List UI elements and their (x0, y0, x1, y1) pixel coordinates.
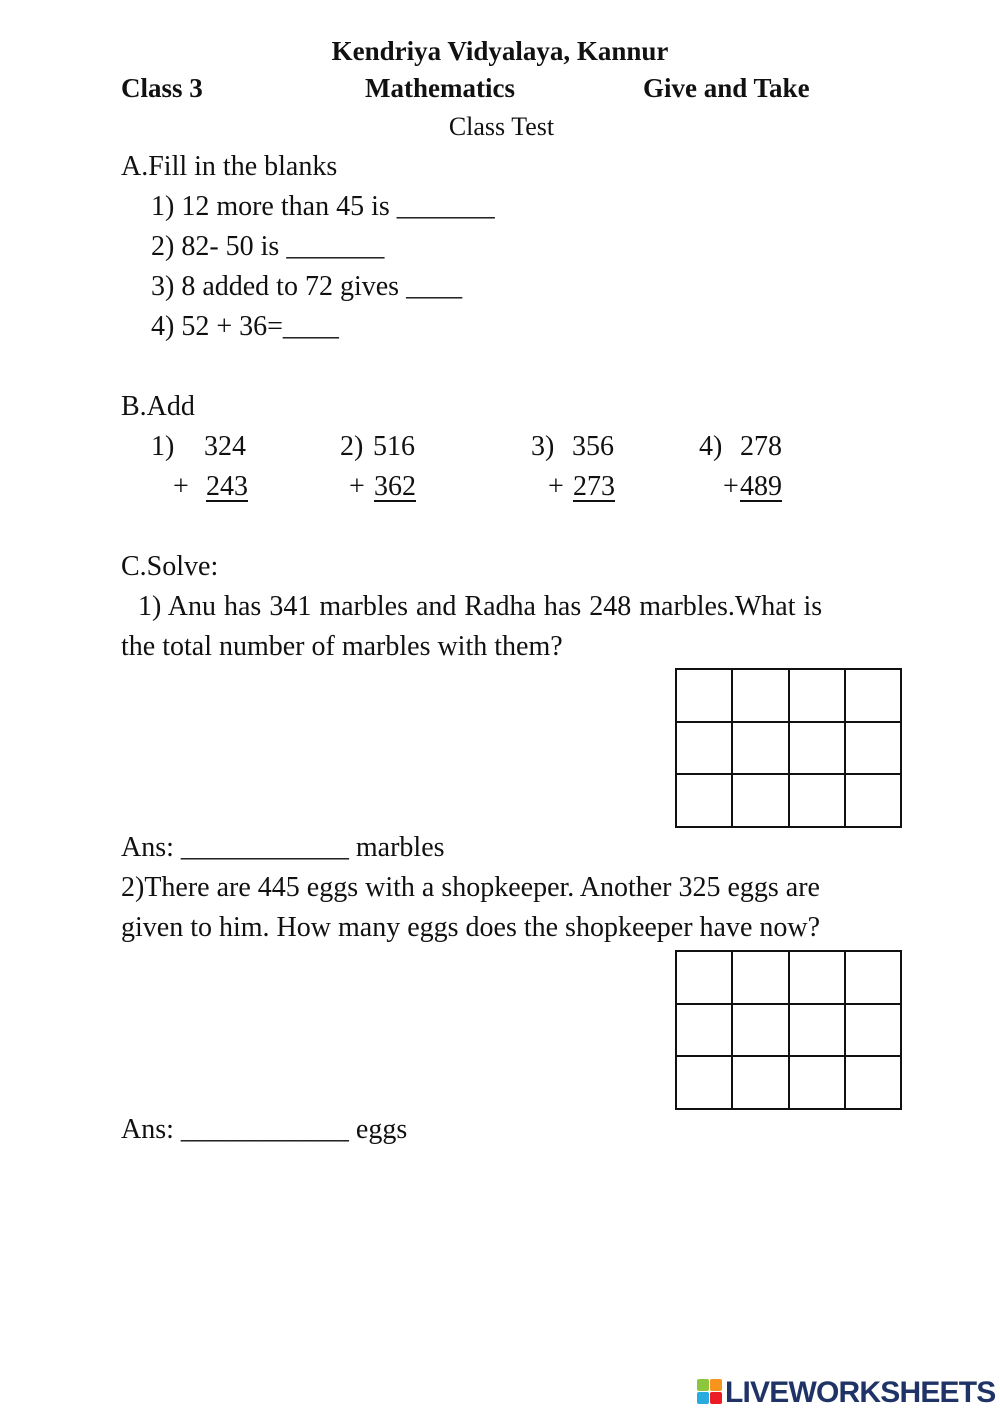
grid-cell[interactable] (789, 774, 845, 827)
grid-cell[interactable] (845, 774, 901, 827)
add-problem-4-label: 4) (699, 431, 723, 462)
grid-cell[interactable] (676, 722, 732, 775)
add-problem-3-bottom: 273 (573, 471, 615, 502)
fill-blank-item-1: 1) 12 more than 45 is _______ (151, 191, 495, 222)
grid-cell[interactable] (789, 1004, 845, 1057)
word-problem-1-line-1: 1) Anu has 341 marbles and Radha has 248 marbles.What is (138, 591, 823, 622)
grid-cell[interactable] (845, 669, 901, 722)
liveworksheets-icon (697, 1379, 723, 1405)
add-problem-4-bottom: 489 (740, 471, 782, 502)
add-problem-1-top: 324 (204, 431, 246, 462)
fill-blank-item-4: 4) 52 + 36=____ (151, 311, 339, 342)
add-problem-1-bottom: 243 (206, 471, 248, 502)
add-problem-4-operator: + (723, 471, 739, 502)
word-problem-1-line-2: the total number of marbles with them? (121, 631, 563, 662)
grid-cell[interactable] (676, 951, 732, 1004)
chapter-label: Give and Take (643, 73, 810, 103)
add-problem-2-label: 2) (340, 431, 364, 462)
add-problem-3-label: 3) (531, 431, 555, 462)
add-problem-4-top: 278 (740, 431, 782, 462)
grid-cell[interactable] (845, 951, 901, 1004)
grid-cell[interactable] (845, 722, 901, 775)
grid-cell[interactable] (789, 951, 845, 1004)
answer-grid-1 (675, 668, 902, 828)
liveworksheets-wordmark: LIVEWORKSHEETS (725, 1376, 996, 1409)
test-type: Class Test (448, 112, 555, 141)
section-b-title: B.Add (121, 391, 195, 422)
add-problem-2-top: 516 (373, 431, 415, 462)
answer-grid-2 (675, 950, 902, 1110)
school-name: Kendriya Vidyalaya, Kannur (331, 36, 669, 66)
answer-line-2[interactable]: Ans: ____________ eggs (121, 1114, 408, 1145)
grid-cell[interactable] (845, 1056, 901, 1109)
grid-cell[interactable] (789, 722, 845, 775)
fill-blank-item-2: 2) 82- 50 is _______ (151, 231, 385, 262)
section-c-title: C.Solve: (121, 551, 219, 582)
grid-cell[interactable] (676, 1004, 732, 1057)
grid-cell[interactable] (732, 951, 788, 1004)
grid-cell[interactable] (732, 1004, 788, 1057)
grid-cell[interactable] (789, 1056, 845, 1109)
add-problem-2-operator: + (349, 471, 365, 502)
grid-cell[interactable] (845, 1004, 901, 1057)
grid-cell[interactable] (732, 669, 788, 722)
answer-line-1[interactable]: Ans: ____________ marbles (121, 832, 445, 863)
grid-cell[interactable] (732, 774, 788, 827)
word-problem-2-line-1: 2)There are 445 eggs with a shopkeeper. Another 325 eggs are (121, 872, 820, 903)
grid-cell[interactable] (676, 669, 732, 722)
grid-cell[interactable] (676, 774, 732, 827)
grid-cell[interactable] (676, 1056, 732, 1109)
add-problem-1-operator: + (173, 471, 189, 502)
class-label: Class 3 (121, 73, 203, 103)
grid-cell[interactable] (789, 669, 845, 722)
grid-cell[interactable] (732, 1056, 788, 1109)
add-problem-2-bottom: 362 (374, 471, 416, 502)
grid-cell[interactable] (732, 722, 788, 775)
fill-blank-item-3: 3) 8 added to 72 gives ____ (151, 271, 463, 302)
section-a-title: A.Fill in the blanks (121, 151, 338, 182)
add-problem-3-top: 356 (572, 431, 614, 462)
word-problem-2-line-2: given to him. How many eggs does the shopkeeper have now? (121, 912, 821, 943)
add-problem-1-label: 1) (151, 431, 175, 462)
add-problem-3-operator: + (548, 471, 564, 502)
subject-label: Mathematics (365, 73, 515, 103)
